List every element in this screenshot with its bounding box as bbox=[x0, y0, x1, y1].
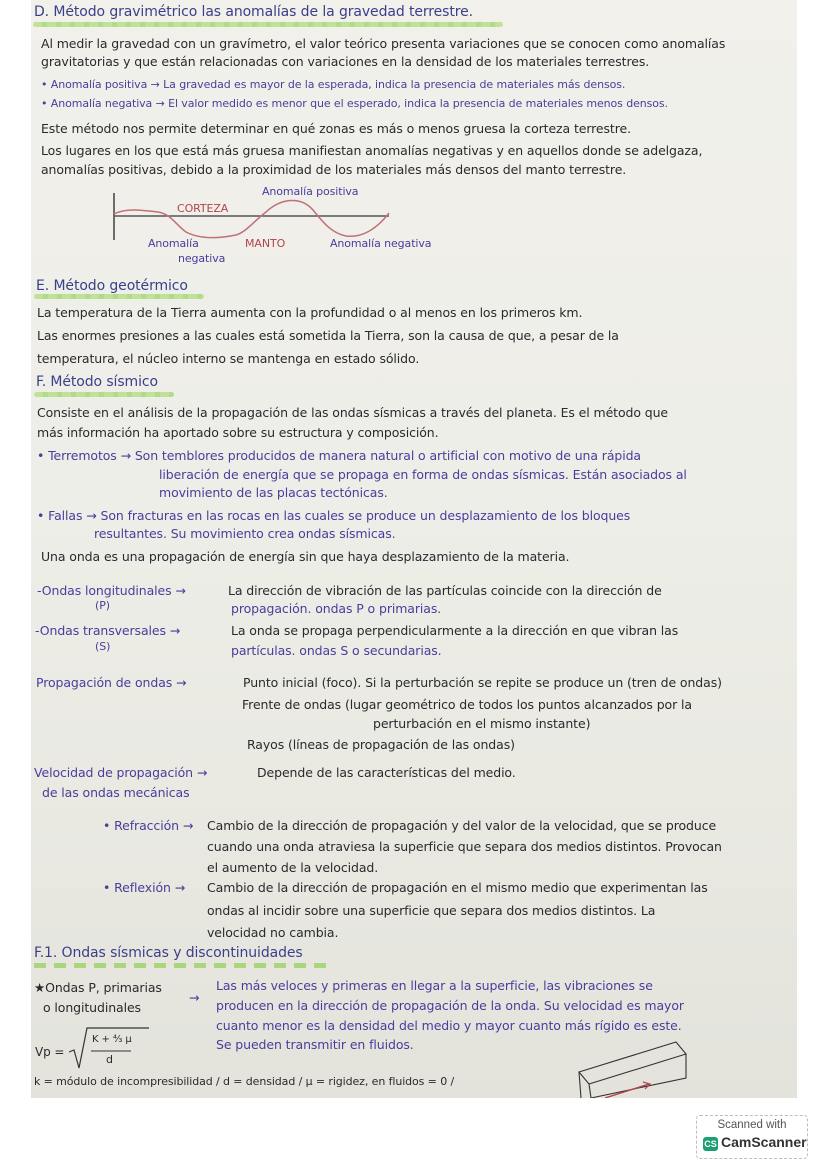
refraccion-line-3: el aumento de la velocidad. bbox=[207, 860, 379, 875]
watermark-line-2: CamScanner bbox=[721, 1134, 807, 1150]
transversales-line-1: La onda se propaga perpendicularmente a la dirección en que vibran las bbox=[231, 623, 679, 638]
section-f1-title: F.1. Ondas sísmicas y discontinuidades bbox=[34, 945, 303, 961]
ondas-p-line-2: producen en la dirección de propagación de la onda. Su velocidad es mayor bbox=[216, 998, 684, 1013]
ondas-p-line-3: cuanto menor es la densidad del medio y mayor cuanto más rígido es este. bbox=[216, 1018, 682, 1033]
section-e-title: E. Método geotérmico bbox=[36, 278, 188, 294]
section-d-body-1: Este método nos permite determinar en qué zonas es más o menos gruesa la corteza terrestre. bbox=[41, 121, 631, 136]
propagacion-line-4: Rayos (líneas de propagación de las ondas) bbox=[247, 737, 515, 752]
propagacion-line-2: Frente de ondas (lugar geométrico de todos los puntos alcanzados por la bbox=[242, 697, 692, 712]
transversales-sub: (S) bbox=[95, 640, 111, 653]
section-d-body-3: anomalías positivas, debido a la proximidad de los materiales más densos del manto terrestre. bbox=[41, 162, 627, 177]
terremotos-2: liberación de energía que se propaga en forma de ondas sísmicas. Están asociados al bbox=[159, 467, 687, 482]
formula-lhs: Vp = bbox=[35, 1045, 65, 1059]
transversales-line-2: partículas. ondas S o secundarias. bbox=[231, 643, 442, 658]
propagacion-line-1: Punto inicial (foco). Si la perturbación se repite se produce un (tren de ondas) bbox=[243, 675, 722, 690]
block-sketch-icon bbox=[31, 0, 797, 1098]
watermark-line-1: Scanned with bbox=[717, 1119, 787, 1131]
notebook-page bbox=[31, 0, 797, 1098]
ondas-p-term-1: ★Ondas P, primarias bbox=[34, 980, 162, 995]
onda-definition: Una onda es una propagación de energía sin que haya desplazamiento de la materia. bbox=[41, 549, 570, 564]
refraccion-term: • Refracción → bbox=[103, 818, 194, 833]
refraccion-line-1: Cambio de la dirección de propagación y del valor de la velocidad, que se produce bbox=[207, 818, 717, 833]
label-manto: MANTO bbox=[245, 237, 286, 250]
longitudinales-sub: (P) bbox=[95, 599, 110, 612]
section-d-body-2: Los lugares en los que está más gruesa manifiestan anomalías negativas y en aquellos donde se adelgaza, bbox=[41, 143, 703, 158]
label-anomalia-positiva: Anomalía positiva bbox=[262, 185, 359, 198]
bullet-anomalia-negativa: • Anomalía negativa → El valor medido es menor que el esperado, indica la presencia de materiales menos densos. bbox=[41, 97, 668, 110]
longitudinales-line-2: propagación. ondas P o primarias. bbox=[231, 601, 442, 616]
reflexion-line-1: Cambio de la dirección de propagación en el mismo medio que experimentan las bbox=[207, 880, 708, 895]
section-f-title: F. Método sísmico bbox=[36, 374, 158, 390]
transversales-term: -Ondas transversales → bbox=[35, 623, 181, 638]
section-d-intro-2: gravitatorias y que están relacionadas con variaciones en la densidad de los materiales terrestres. bbox=[41, 54, 650, 69]
reflexion-line-2: ondas al incidir sobre una superficie que separa dos medios distintos. La bbox=[207, 903, 656, 918]
label-anomalia-negativa-1a: Anomalía bbox=[148, 237, 199, 250]
section-f-intro-2: más información ha aportado sobre su estructura y composición. bbox=[37, 425, 439, 440]
section-d-title: D. Método gravimétrico las anomalías de la gravedad terrestre. bbox=[34, 4, 473, 20]
ondas-p-arrow: → bbox=[189, 990, 200, 1005]
fallas-1: • Fallas → Son fracturas en las rocas en las cuales se produce un desplazamiento de los bloques bbox=[37, 508, 631, 523]
label-anomalia-negativa-1b: negativa bbox=[178, 252, 226, 265]
propagacion-line-3: perturbación en el mismo instante) bbox=[373, 716, 591, 731]
terremotos-3: movimiento de las placas tectónicas. bbox=[159, 485, 388, 500]
section-e-body-2: Las enormes presiones a las cuales está sometida la Tierra, son la causa de que, a pesar de la bbox=[37, 328, 619, 343]
formula-numerator: K + ⁴⁄₃ μ bbox=[92, 1034, 132, 1045]
formula-denominator: d bbox=[106, 1053, 113, 1066]
section-d-intro-1: Al medir la gravedad con un gravímetro, el valor teórico presenta variaciones que se conocen como anomalías bbox=[41, 36, 726, 51]
camscanner-logo-icon: CS bbox=[704, 1139, 717, 1149]
fallas-2: resultantes. Su movimiento crea ondas sísmicas. bbox=[94, 526, 396, 541]
velocidad-term-2: de las ondas mecánicas bbox=[42, 785, 190, 800]
velocidad-text: Depende de las características del medio. bbox=[257, 765, 516, 780]
section-e-body-1: La temperatura de la Tierra aumenta con la profundidad o al menos en los primeros km. bbox=[37, 305, 583, 320]
propagacion-term: Propagación de ondas → bbox=[36, 675, 187, 690]
ondas-p-line-4: Se pueden transmitir en fluidos. bbox=[216, 1037, 414, 1052]
formula-legend: k = módulo de incompresibilidad / d = densidad / μ = rigidez, en fluidos = 0 / bbox=[34, 1075, 455, 1088]
section-e-body-3: temperatura, el núcleo interno se mantenga en estado sólido. bbox=[37, 351, 420, 366]
ondas-p-term-2: o longitudinales bbox=[43, 1000, 141, 1015]
label-corteza: CORTEZA bbox=[177, 202, 229, 215]
velocidad-term-1: Velocidad de propagación → bbox=[34, 765, 208, 780]
ondas-p-line-1: Las más veloces y primeras en llegar a la superficie, las vibraciones se bbox=[216, 978, 653, 993]
bullet-anomalia-positiva: • Anomalía positiva → La gravedad es mayor de la esperada, indica la presencia de materiales más densos. bbox=[41, 78, 626, 91]
reflexion-line-3: velocidad no cambia. bbox=[207, 925, 339, 940]
longitudinales-line-1: La dirección de vibración de las partículas coincide con la dirección de bbox=[228, 583, 662, 598]
reflexion-term: • Reflexión → bbox=[103, 880, 186, 895]
terremotos-1: • Terremotos → Son temblores producidos de manera natural o artificial con motivo de una rápida bbox=[37, 448, 641, 463]
refraccion-line-2: cuando una onda atraviesa la superficie que separa dos medios distintos. Provocan bbox=[207, 839, 722, 854]
section-f-intro-1: Consiste en el análisis de la propagación de las ondas sísmicas a través del planeta. Es el método que bbox=[37, 405, 669, 420]
camscanner-watermark bbox=[696, 1115, 808, 1159]
longitudinales-term: -Ondas longitudinales → bbox=[37, 583, 186, 598]
label-anomalia-negativa-2: Anomalía negativa bbox=[330, 237, 432, 250]
